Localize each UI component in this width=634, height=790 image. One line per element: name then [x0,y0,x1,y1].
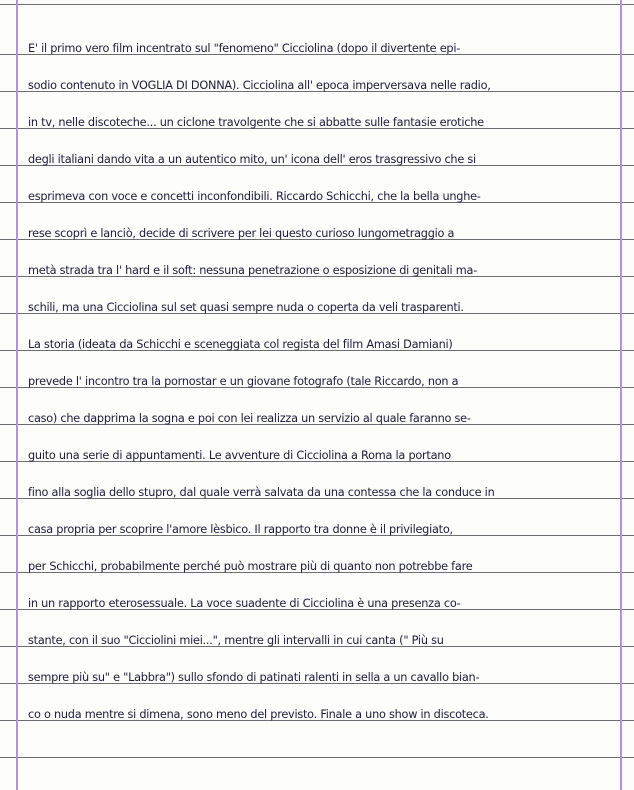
text-line: fino alla soglia dello stupro, dal quale verrà salvata da una contessa che la conduce in [28,486,495,499]
text-line: sempre più su" e "Labbra") sullo sfondo di patinati ralenti in sella a un cavallo bian- [28,671,480,684]
text-line: stante, con il suo "Cicciolini miei...", mentre gli intervalli in cui canta (" Più su [28,634,444,647]
left-margin-line [16,0,18,790]
text-line: per Schicchi, probabilmente perché può mostrare più di quanto non potrebbe fare [28,560,473,573]
text-line: in un rapporto eterosessuale. La voce suadente di Cicciolina è una presenza co- [28,597,461,610]
text-line: prevede l' incontro tra la pornostar e un giovane fotografo (tale Riccardo, non a [28,375,459,388]
text-line: metà strada tra l' hard e il soft: nessuna penetrazione o esposizione di genitali ma- [28,264,478,277]
text-line: E' il primo vero film incentrato sul "fenomeno" Cicciolina (dopo il divertente epi- [28,42,461,55]
text-line: casa propria per scoprire l'amore lèsbico. Il rapporto tra donne è il privilegiato, [28,523,453,536]
text-line: La storia (ideata da Schicchi e sceneggiata col regista del film Amasi Damiani) [28,338,453,351]
right-margin-line [620,0,622,790]
text-line: guito una serie di appuntamenti. Le avventure di Cicciolina a Roma la portano [28,449,451,462]
text-line: in tv, nelle discoteche... un ciclone travolgente che si abbatte sulle fantasie erotiche [28,116,484,129]
text-line: esprimeva con voce e concetti inconfondibili. Riccardo Schicchi, che la bella unghe- [28,190,481,203]
handwritten-text-block [28,30,620,733]
text-line: sodio contenuto in VOGLIA DI DONNA). Cicciolina all' epoca imperversava nelle radio, [28,79,491,92]
text-line: schili, ma una Cicciolina sul set quasi sempre nuda o coperta da veli trasparenti. [28,301,464,314]
text-line: degli italiani dando vita a un autentico mito, un' icona dell' eros trasgressivo che si [28,153,476,166]
text-line: co o nuda mentre si dimena, sono meno del previsto. Finale a uno show in discoteca. [28,708,489,721]
text-line: rese scoprì e lanciò, decide di scrivere per lei questo curioso lungometraggio a [28,227,455,240]
text-line: caso) che dapprima la sogna e poi con lei realizza un servizio al quale faranno se- [28,412,471,425]
